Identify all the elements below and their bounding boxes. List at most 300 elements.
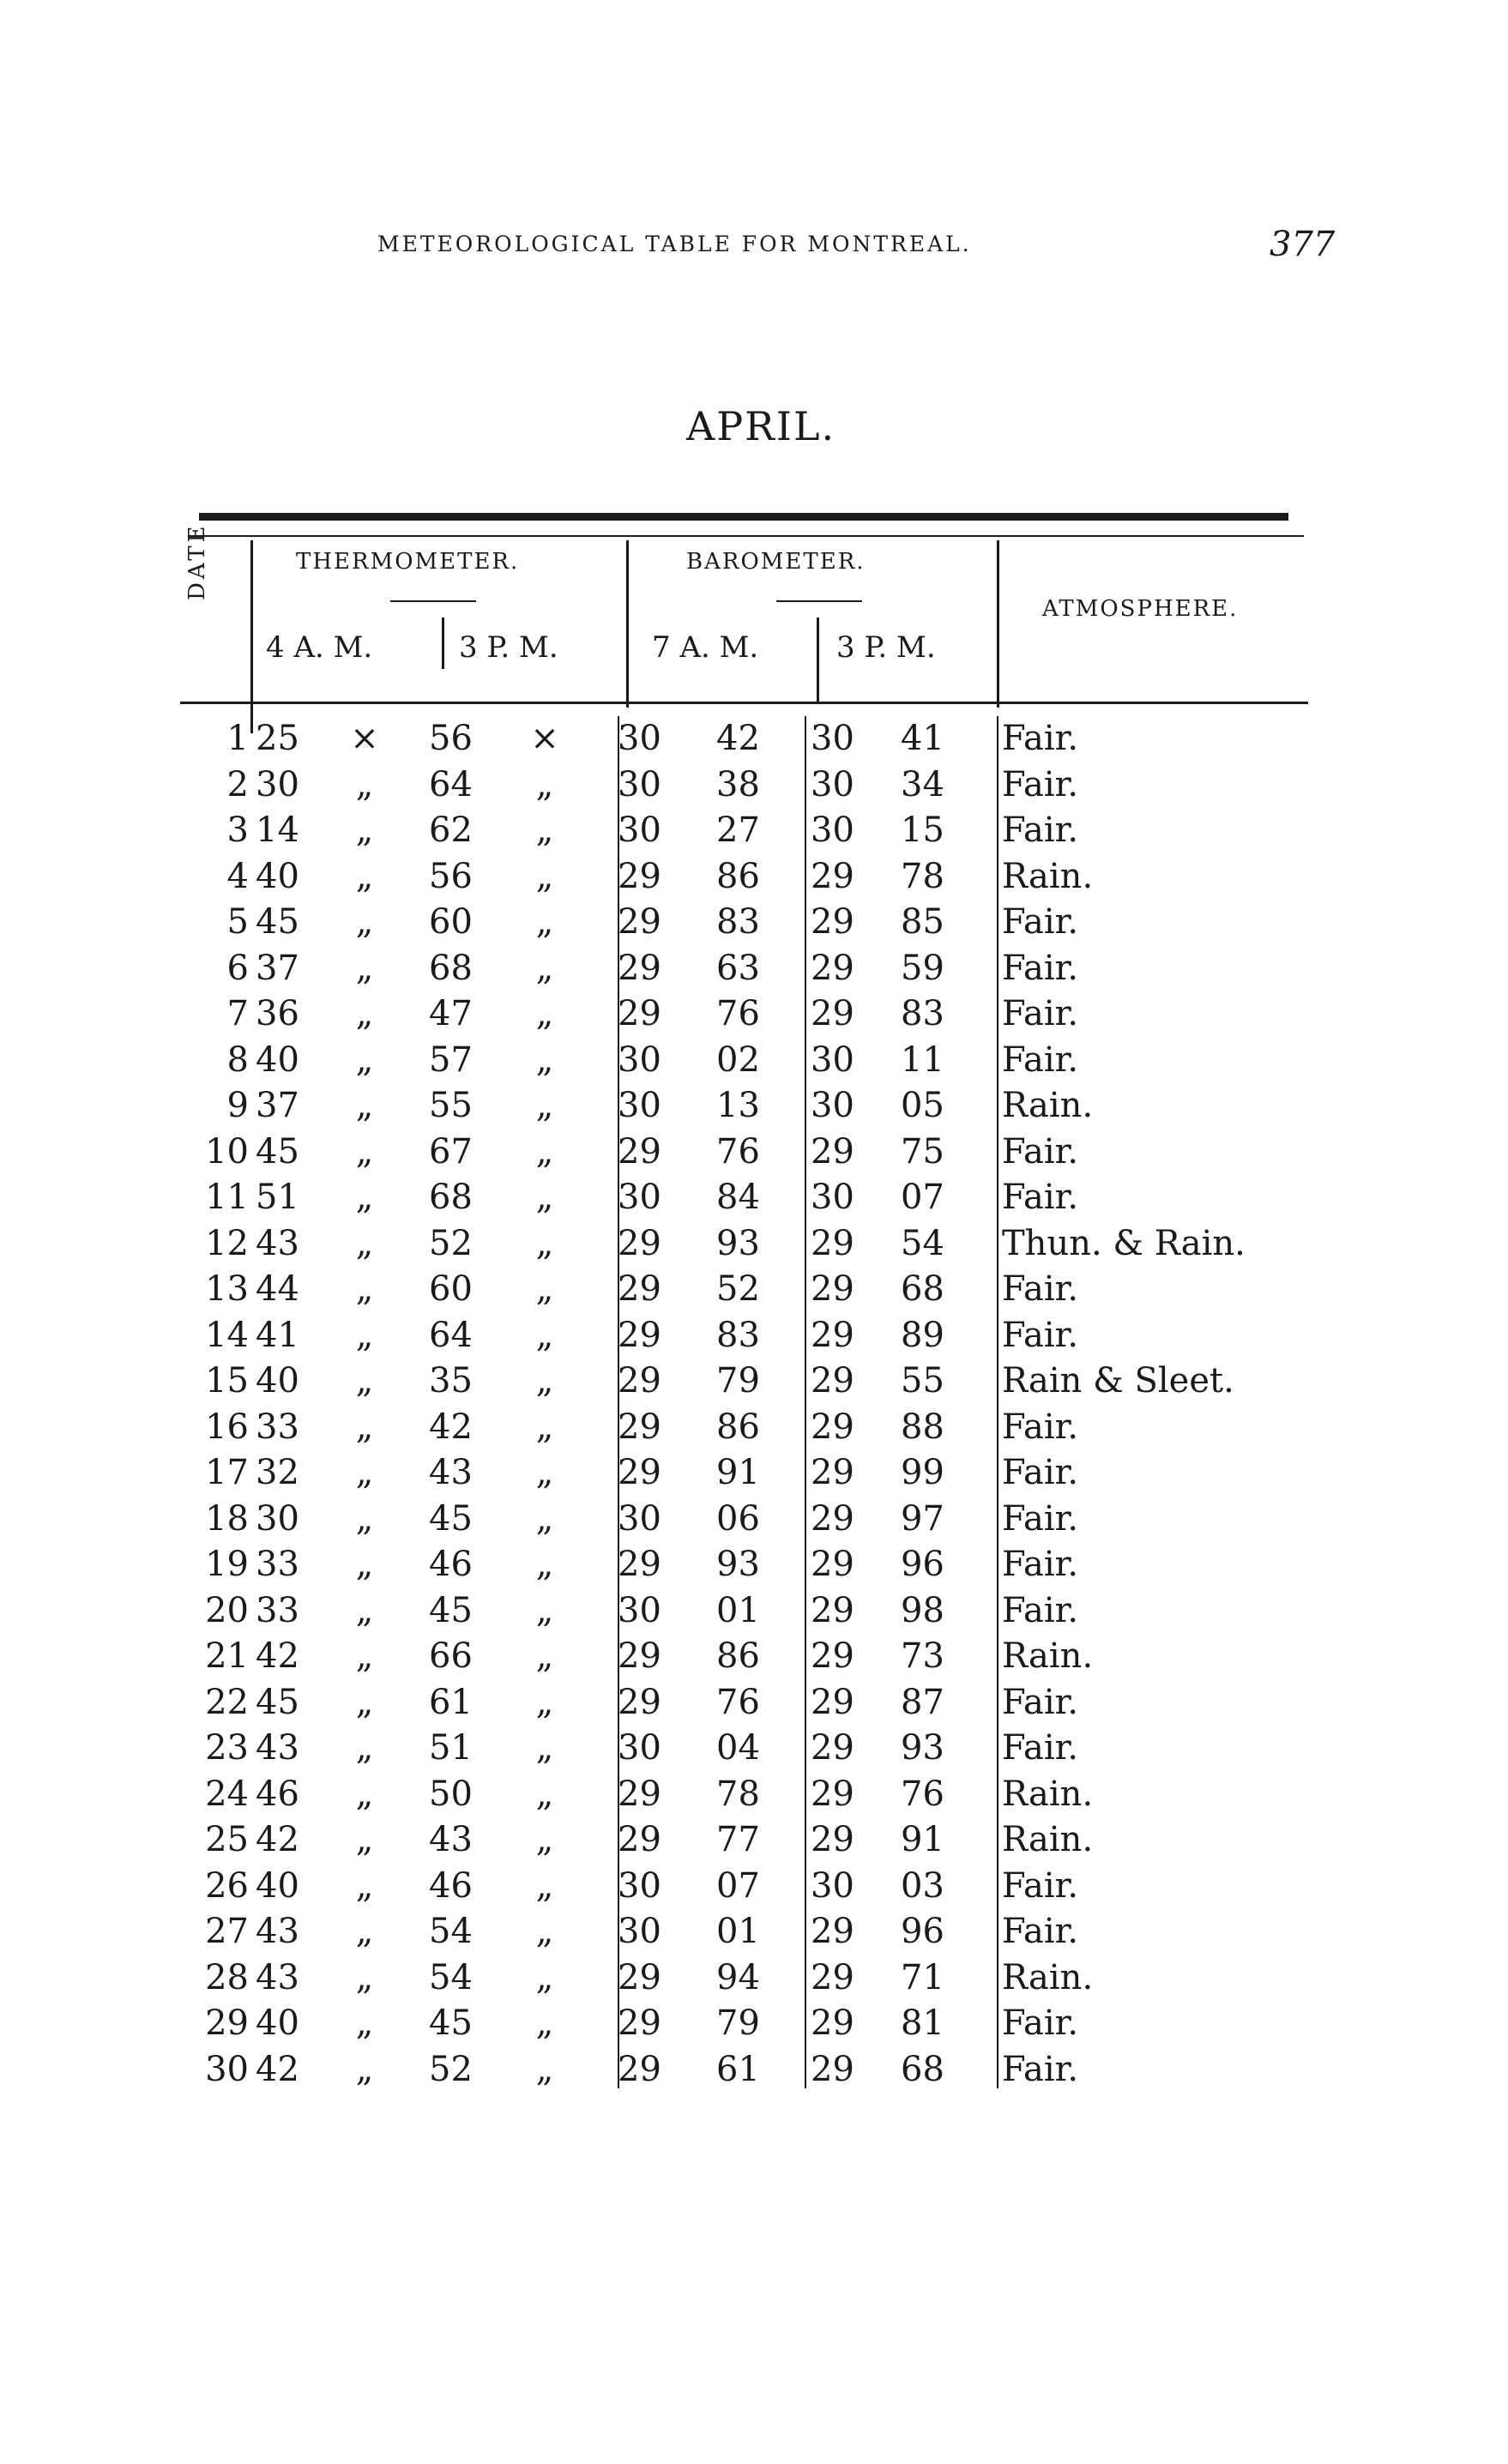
baro-pm-inches: 30 bbox=[811, 1039, 854, 1080]
baro-am-hundredths: 76 bbox=[716, 1131, 760, 1172]
baro-pm-inches: 30 bbox=[811, 1178, 854, 1217]
baro-am-hundredths: 79 bbox=[716, 2003, 760, 2043]
thermo-pm-value: 54 bbox=[429, 1957, 473, 1997]
ditto-mark: „ bbox=[535, 1545, 554, 1584]
thermometer-dash bbox=[390, 600, 476, 602]
baro-pm-inches: 30 bbox=[811, 810, 854, 850]
ditto-mark: „ bbox=[535, 1820, 554, 1859]
row-date: 15 bbox=[205, 1361, 249, 1401]
ditto-mark: „ bbox=[355, 1086, 374, 1125]
row-date: 6 bbox=[226, 948, 249, 988]
ditto-mark: „ bbox=[355, 1728, 374, 1768]
baro-am-hundredths: 77 bbox=[716, 1820, 760, 1859]
ditto-mark: „ bbox=[355, 1774, 374, 1814]
baro-pm-hundredths: 05 bbox=[901, 1086, 944, 1125]
atmosphere-value: Rain. bbox=[1002, 1820, 1094, 1859]
baro-am-inches: 29 bbox=[618, 1315, 661, 1355]
atmosphere-value: Rain. bbox=[1002, 1086, 1094, 1125]
baro-am-inches: 30 bbox=[618, 1498, 661, 1539]
baro-am-hundredths: 06 bbox=[716, 1498, 760, 1539]
ditto-mark: „ bbox=[535, 1957, 554, 1997]
table-row bbox=[0, 1680, 1508, 1726]
baro-pm-hundredths: 96 bbox=[901, 1912, 944, 1951]
ditto-mark: „ bbox=[535, 1636, 554, 1676]
baro-pm-hundredths: 75 bbox=[901, 1131, 944, 1172]
baro-am-hundredths: 76 bbox=[716, 1682, 760, 1722]
ditto-mark: „ bbox=[355, 902, 374, 942]
baro-pm-inches: 29 bbox=[811, 902, 854, 942]
ditto-mark: „ bbox=[355, 1223, 374, 1263]
baro-pm-inches: 29 bbox=[811, 948, 854, 988]
table-row bbox=[0, 1864, 1508, 1910]
ditto-mark: „ bbox=[355, 1498, 374, 1539]
table-row bbox=[0, 1038, 1508, 1084]
thermometer-pm-header: 3 P. M. bbox=[459, 630, 558, 665]
row-date: 19 bbox=[205, 1545, 249, 1584]
ditto-mark: „ bbox=[535, 1728, 554, 1768]
table-row bbox=[0, 1130, 1508, 1176]
thermo-am-value: 25 bbox=[256, 719, 299, 758]
baro-am-inches: 29 bbox=[618, 1453, 661, 1492]
baro-am-inches: 30 bbox=[618, 1590, 661, 1630]
baro-pm-inches: 29 bbox=[811, 1545, 854, 1584]
thermo-pm-value: 57 bbox=[429, 1039, 473, 1080]
baro-am-hundredths: 13 bbox=[716, 1086, 760, 1125]
top-rule bbox=[199, 513, 1288, 521]
atmosphere-value: Fair. bbox=[1002, 1178, 1079, 1217]
baro-pm-hundredths: 76 bbox=[901, 1774, 944, 1814]
atmosphere-value: Fair. bbox=[1002, 1269, 1079, 1309]
baro-am-inches: 30 bbox=[618, 1039, 661, 1080]
baro-pm-hundredths: 71 bbox=[901, 1957, 944, 1997]
ditto-mark: „ bbox=[535, 1131, 554, 1172]
thermo-pm-value: 46 bbox=[429, 1865, 473, 1906]
baro-am-hundredths: 93 bbox=[716, 1545, 760, 1584]
baro-am-hundredths: 02 bbox=[716, 1039, 760, 1080]
table-row bbox=[0, 1909, 1508, 1955]
baro-pm-hundredths: 59 bbox=[901, 948, 944, 988]
baro-am-hundredths: 61 bbox=[716, 2049, 760, 2089]
thermo-pm-value: 56 bbox=[429, 719, 473, 758]
table-row bbox=[0, 1175, 1508, 1221]
atmosphere-value: Rain. bbox=[1002, 1774, 1094, 1814]
thermo-am-value: 33 bbox=[256, 1590, 299, 1630]
baro-pm-hundredths: 07 bbox=[901, 1178, 944, 1217]
table-row bbox=[0, 991, 1508, 1038]
thermo-pm-value: 52 bbox=[429, 2049, 473, 2089]
baro-am-inches: 29 bbox=[618, 1131, 661, 1172]
baro-pm-hundredths: 93 bbox=[901, 1728, 944, 1768]
thermo-pm-value: 45 bbox=[429, 1498, 473, 1539]
baro-am-hundredths: 91 bbox=[716, 1453, 760, 1492]
atmosphere-value: Fair. bbox=[1002, 810, 1079, 850]
month-title: APRIL. bbox=[686, 403, 836, 449]
baro-am-inches: 30 bbox=[618, 719, 661, 758]
thermo-am-value: 30 bbox=[256, 1498, 299, 1539]
thermo-am-value: 37 bbox=[256, 1086, 299, 1125]
ditto-mark: „ bbox=[535, 1269, 554, 1309]
thermo-pm-value: 43 bbox=[429, 1820, 473, 1859]
table-row bbox=[0, 1634, 1508, 1680]
baro-am-inches: 29 bbox=[618, 1361, 661, 1401]
ditto-mark: „ bbox=[535, 948, 554, 988]
ditto-mark: „ bbox=[535, 1361, 554, 1401]
baro-pm-inches: 29 bbox=[811, 1315, 854, 1355]
thermo-pm-value: 66 bbox=[429, 1636, 473, 1676]
baro-am-inches: 30 bbox=[618, 1178, 661, 1217]
ditto-mark: „ bbox=[535, 1590, 554, 1630]
table-row bbox=[0, 900, 1508, 946]
baro-pm-inches: 29 bbox=[811, 1131, 854, 1172]
baro-pm-inches: 29 bbox=[811, 2049, 854, 2089]
thermo-pm-value: 68 bbox=[429, 948, 473, 988]
ditto-mark: „ bbox=[535, 1407, 554, 1447]
thermo-pm-value: 61 bbox=[429, 1682, 473, 1722]
ditto-mark: × bbox=[530, 719, 559, 758]
table-row bbox=[0, 2047, 1508, 2093]
thermo-am-value: 40 bbox=[256, 1039, 299, 1080]
atmosphere-value: Fair. bbox=[1002, 1682, 1079, 1722]
baro-am-inches: 29 bbox=[618, 1407, 661, 1447]
thermo-am-value: 41 bbox=[256, 1315, 299, 1355]
thermo-am-value: 43 bbox=[256, 1912, 299, 1951]
thermo-am-value: 42 bbox=[256, 1636, 299, 1676]
atmosphere-value: Fair. bbox=[1002, 2003, 1079, 2043]
row-date: 29 bbox=[205, 2003, 249, 2043]
ditto-mark: „ bbox=[355, 764, 374, 804]
baro-am-hundredths: 86 bbox=[716, 1636, 760, 1676]
baro-pm-hundredths: 73 bbox=[901, 1636, 944, 1676]
barometer-pm-header: 3 P. M. bbox=[836, 630, 936, 665]
page-number: 377 bbox=[1270, 225, 1336, 264]
baro-am-hundredths: 86 bbox=[716, 856, 760, 896]
barometer-dash bbox=[776, 600, 862, 602]
baro-am-inches: 29 bbox=[618, 2049, 661, 2089]
baro-pm-hundredths: 87 bbox=[901, 1682, 944, 1722]
thermo-am-value: 33 bbox=[256, 1545, 299, 1584]
ditto-mark: „ bbox=[355, 856, 374, 896]
thermo-pm-value: 47 bbox=[429, 994, 473, 1033]
thermometer-header: THERMOMETER. bbox=[296, 549, 520, 575]
baro-am-hundredths: 83 bbox=[716, 902, 760, 942]
baro-pm-hundredths: 11 bbox=[901, 1039, 944, 1080]
table-row bbox=[0, 1405, 1508, 1451]
baro-sub-divider bbox=[817, 618, 819, 703]
baro-pm-inches: 29 bbox=[811, 1912, 854, 1951]
baro-pm-hundredths: 96 bbox=[901, 1545, 944, 1584]
baro-pm-inches: 29 bbox=[811, 1269, 854, 1309]
thermo-am-value: 42 bbox=[256, 2049, 299, 2089]
baro-pm-inches: 29 bbox=[811, 1957, 854, 1997]
baro-am-hundredths: 27 bbox=[716, 810, 760, 850]
atmosphere-value: Fair. bbox=[1002, 1315, 1079, 1355]
baro-am-hundredths: 42 bbox=[716, 719, 760, 758]
table-row bbox=[0, 1726, 1508, 1772]
row-date: 12 bbox=[205, 1223, 249, 1263]
ditto-mark: „ bbox=[535, 1774, 554, 1814]
baro-pm-hundredths: 54 bbox=[901, 1223, 944, 1263]
baro-pm-inches: 29 bbox=[811, 1361, 854, 1401]
row-date: 26 bbox=[205, 1865, 249, 1906]
barometer-am-header: 7 A. M. bbox=[652, 630, 759, 665]
ditto-mark: „ bbox=[535, 1039, 554, 1080]
row-date: 13 bbox=[205, 1269, 249, 1309]
thermo-pm-value: 52 bbox=[429, 1223, 473, 1263]
thermo-am-value: 45 bbox=[256, 1131, 299, 1172]
baro-am-hundredths: 83 bbox=[716, 1315, 760, 1355]
thermo-pm-value: 60 bbox=[429, 1269, 473, 1309]
ditto-mark: „ bbox=[535, 810, 554, 850]
row-date: 17 bbox=[205, 1453, 249, 1492]
atmosphere-value: Fair. bbox=[1002, 902, 1079, 942]
thermo-pm-value: 67 bbox=[429, 1131, 473, 1172]
thermo-am-value: 40 bbox=[256, 1865, 299, 1906]
table-row bbox=[0, 1313, 1508, 1359]
thermo-am-value: 51 bbox=[256, 1178, 299, 1217]
ditto-mark: „ bbox=[355, 1682, 374, 1722]
baro-am-inches: 30 bbox=[618, 1865, 661, 1906]
baro-pm-hundredths: 91 bbox=[901, 1820, 944, 1859]
table-row bbox=[0, 1542, 1508, 1588]
row-date: 20 bbox=[205, 1590, 249, 1630]
atmosphere-value: Thun. & Rain. bbox=[1002, 1223, 1246, 1263]
baro-am-hundredths: 76 bbox=[716, 994, 760, 1033]
baro-am-inches: 29 bbox=[618, 856, 661, 896]
baro-am-hundredths: 93 bbox=[716, 1223, 760, 1263]
baro-pm-hundredths: 85 bbox=[901, 902, 944, 942]
table-row bbox=[0, 854, 1508, 901]
table-row bbox=[0, 1359, 1508, 1405]
thermo-am-value: 43 bbox=[256, 1728, 299, 1768]
baro-pm-inches: 30 bbox=[811, 719, 854, 758]
thermo-pm-value: 50 bbox=[429, 1774, 473, 1814]
ditto-mark: „ bbox=[355, 1039, 374, 1080]
baro-pm-hundredths: 81 bbox=[901, 2003, 944, 2043]
atmosphere-value: Fair. bbox=[1002, 1131, 1079, 1172]
thermo-am-value: 32 bbox=[256, 1453, 299, 1492]
baro-am-inches: 29 bbox=[618, 1545, 661, 1584]
baro-am-hundredths: 84 bbox=[716, 1178, 760, 1217]
baro-pm-inches: 29 bbox=[811, 856, 854, 896]
atmosphere-value: Fair. bbox=[1002, 1865, 1079, 1906]
baro-pm-inches: 29 bbox=[811, 1223, 854, 1263]
ditto-mark: „ bbox=[355, 2003, 374, 2043]
baro-am-inches: 29 bbox=[618, 902, 661, 942]
ditto-mark: „ bbox=[535, 1453, 554, 1492]
thermo-pm-value: 51 bbox=[429, 1728, 473, 1768]
baro-am-inches: 29 bbox=[618, 1269, 661, 1309]
baro-pm-inches: 29 bbox=[811, 1498, 854, 1539]
baro-pm-hundredths: 99 bbox=[901, 1453, 944, 1492]
ditto-mark: „ bbox=[355, 1361, 374, 1401]
baro-pm-inches: 29 bbox=[811, 1774, 854, 1814]
thermo-pm-value: 62 bbox=[429, 810, 473, 850]
table-body bbox=[0, 716, 1508, 2093]
baro-pm-inches: 29 bbox=[811, 1453, 854, 1492]
baro-pm-inches: 29 bbox=[811, 1728, 854, 1768]
ditto-mark: „ bbox=[355, 948, 374, 988]
ditto-mark: „ bbox=[355, 1636, 374, 1676]
table-row bbox=[0, 1450, 1508, 1497]
baro-am-inches: 30 bbox=[618, 1912, 661, 1951]
ditto-mark: „ bbox=[535, 1682, 554, 1722]
thermo-am-value: 45 bbox=[256, 1682, 299, 1722]
baro-am-inches: 29 bbox=[618, 1774, 661, 1814]
baro-am-inches: 29 bbox=[618, 994, 661, 1033]
atmosphere-divider bbox=[997, 540, 999, 708]
row-date: 16 bbox=[205, 1407, 249, 1447]
table-row bbox=[0, 1588, 1508, 1635]
baro-pm-inches: 30 bbox=[811, 1865, 854, 1906]
ditto-mark: „ bbox=[535, 1178, 554, 1217]
baro-pm-hundredths: 89 bbox=[901, 1315, 944, 1355]
baro-pm-hundredths: 98 bbox=[901, 1590, 944, 1630]
baro-am-hundredths: 52 bbox=[716, 1269, 760, 1309]
thermo-am-value: 30 bbox=[256, 764, 299, 804]
baro-pm-inches: 29 bbox=[811, 1636, 854, 1676]
row-date: 11 bbox=[205, 1178, 249, 1217]
baro-pm-hundredths: 97 bbox=[901, 1498, 944, 1539]
baro-am-hundredths: 01 bbox=[716, 1590, 760, 1630]
baro-pm-inches: 29 bbox=[811, 994, 854, 1033]
baro-am-hundredths: 86 bbox=[716, 1407, 760, 1447]
row-date: 22 bbox=[205, 1682, 249, 1722]
thermo-am-value: 46 bbox=[256, 1774, 299, 1814]
atmosphere-value: Fair. bbox=[1002, 1498, 1079, 1539]
row-date: 2 bbox=[226, 764, 249, 804]
baro-am-inches: 29 bbox=[618, 1636, 661, 1676]
ditto-mark: „ bbox=[355, 1545, 374, 1584]
thermo-baro-divider bbox=[626, 540, 629, 708]
thermo-am-value: 45 bbox=[256, 902, 299, 942]
thermo-pm-value: 35 bbox=[429, 1361, 473, 1401]
thermo-am-value: 40 bbox=[256, 856, 299, 896]
thermo-pm-value: 64 bbox=[429, 764, 473, 804]
baro-am-hundredths: 78 bbox=[716, 1774, 760, 1814]
thermo-am-value: 40 bbox=[256, 2003, 299, 2043]
thermo-am-value: 42 bbox=[256, 1820, 299, 1859]
row-date: 27 bbox=[205, 1912, 249, 1951]
row-date: 25 bbox=[205, 1820, 249, 1859]
row-date: 30 bbox=[205, 2049, 249, 2089]
table-row bbox=[0, 1772, 1508, 1818]
ditto-mark: „ bbox=[535, 764, 554, 804]
ditto-mark: „ bbox=[535, 1498, 554, 1539]
baro-am-hundredths: 04 bbox=[716, 1728, 760, 1768]
ditto-mark: „ bbox=[355, 994, 374, 1033]
row-date: 7 bbox=[226, 994, 249, 1033]
table-row bbox=[0, 1497, 1508, 1543]
baro-am-inches: 29 bbox=[618, 2003, 661, 2043]
ditto-mark: „ bbox=[355, 1407, 374, 1447]
baro-pm-inches: 29 bbox=[811, 1682, 854, 1722]
atmosphere-value: Fair. bbox=[1002, 719, 1079, 758]
table-row bbox=[0, 762, 1508, 809]
date-column-header: DATE. bbox=[184, 512, 210, 600]
table-row bbox=[0, 716, 1508, 762]
thermo-pm-value: 56 bbox=[429, 856, 473, 896]
barometer-header: BAROMETER. bbox=[686, 549, 866, 575]
baro-pm-hundredths: 55 bbox=[901, 1361, 944, 1401]
thermo-sub-divider bbox=[442, 618, 444, 669]
ditto-mark: „ bbox=[535, 1315, 554, 1355]
thermo-am-value: 40 bbox=[256, 1361, 299, 1401]
ditto-mark: „ bbox=[535, 2003, 554, 2043]
table-row bbox=[0, 808, 1508, 854]
baro-am-hundredths: 38 bbox=[716, 764, 760, 804]
ditto-mark: „ bbox=[535, 994, 554, 1033]
thermo-pm-value: 55 bbox=[429, 1086, 473, 1125]
thermo-am-value: 36 bbox=[256, 994, 299, 1033]
ditto-mark: „ bbox=[535, 1223, 554, 1263]
thermo-pm-value: 68 bbox=[429, 1178, 473, 1217]
baro-am-inches: 29 bbox=[618, 1957, 661, 1997]
baro-pm-hundredths: 03 bbox=[901, 1865, 944, 1906]
ditto-mark: „ bbox=[355, 1269, 374, 1309]
ditto-mark: × bbox=[350, 719, 379, 758]
baro-pm-inches: 29 bbox=[811, 1820, 854, 1859]
atmosphere-value: Fair. bbox=[1002, 1453, 1079, 1492]
table-row bbox=[0, 2001, 1508, 2047]
atmosphere-value: Fair. bbox=[1002, 948, 1079, 988]
header-bottom-rule bbox=[180, 702, 1308, 704]
baro-am-inches: 30 bbox=[618, 810, 661, 850]
thermo-pm-value: 60 bbox=[429, 902, 473, 942]
row-date: 23 bbox=[205, 1728, 249, 1768]
atmosphere-value: Fair. bbox=[1002, 1590, 1079, 1630]
ditto-mark: „ bbox=[355, 1865, 374, 1906]
row-date: 21 bbox=[205, 1636, 249, 1676]
row-date: 4 bbox=[226, 856, 249, 896]
baro-pm-hundredths: 68 bbox=[901, 2049, 944, 2089]
ditto-mark: „ bbox=[355, 1453, 374, 1492]
baro-am-inches: 29 bbox=[618, 948, 661, 988]
baro-pm-hundredths: 41 bbox=[901, 719, 944, 758]
table-row bbox=[0, 1817, 1508, 1864]
thermo-pm-value: 64 bbox=[429, 1315, 473, 1355]
atmosphere-value: Rain. bbox=[1002, 1636, 1094, 1676]
atmosphere-value: Fair. bbox=[1002, 1728, 1079, 1768]
baro-am-inches: 30 bbox=[618, 1086, 661, 1125]
baro-pm-inches: 29 bbox=[811, 2003, 854, 2043]
baro-am-inches: 30 bbox=[618, 1728, 661, 1768]
baro-pm-hundredths: 78 bbox=[901, 856, 944, 896]
thermo-am-value: 33 bbox=[256, 1407, 299, 1447]
thermo-pm-value: 46 bbox=[429, 1545, 473, 1584]
ditto-mark: „ bbox=[355, 1178, 374, 1217]
baro-am-inches: 29 bbox=[618, 1682, 661, 1722]
ditto-mark: „ bbox=[355, 1315, 374, 1355]
atmosphere-value: Fair. bbox=[1002, 1912, 1079, 1951]
table-row bbox=[0, 1267, 1508, 1313]
ditto-mark: „ bbox=[535, 856, 554, 896]
row-date: 1 bbox=[226, 719, 249, 758]
ditto-mark: „ bbox=[355, 810, 374, 850]
thermo-pm-value: 45 bbox=[429, 2003, 473, 2043]
atmosphere-value: Fair. bbox=[1002, 1039, 1079, 1080]
ditto-mark: „ bbox=[355, 1590, 374, 1630]
thermo-am-value: 43 bbox=[256, 1223, 299, 1263]
baro-am-inches: 29 bbox=[618, 1820, 661, 1859]
atmosphere-value: Fair. bbox=[1002, 1407, 1079, 1447]
baro-pm-hundredths: 34 bbox=[901, 764, 944, 804]
ditto-mark: „ bbox=[355, 1957, 374, 1997]
atmosphere-value: Fair. bbox=[1002, 764, 1079, 804]
atmosphere-value: Fair. bbox=[1002, 1545, 1079, 1584]
atmosphere-value: Fair. bbox=[1002, 994, 1079, 1033]
thermo-am-value: 43 bbox=[256, 1957, 299, 1997]
ditto-mark: „ bbox=[355, 1820, 374, 1859]
